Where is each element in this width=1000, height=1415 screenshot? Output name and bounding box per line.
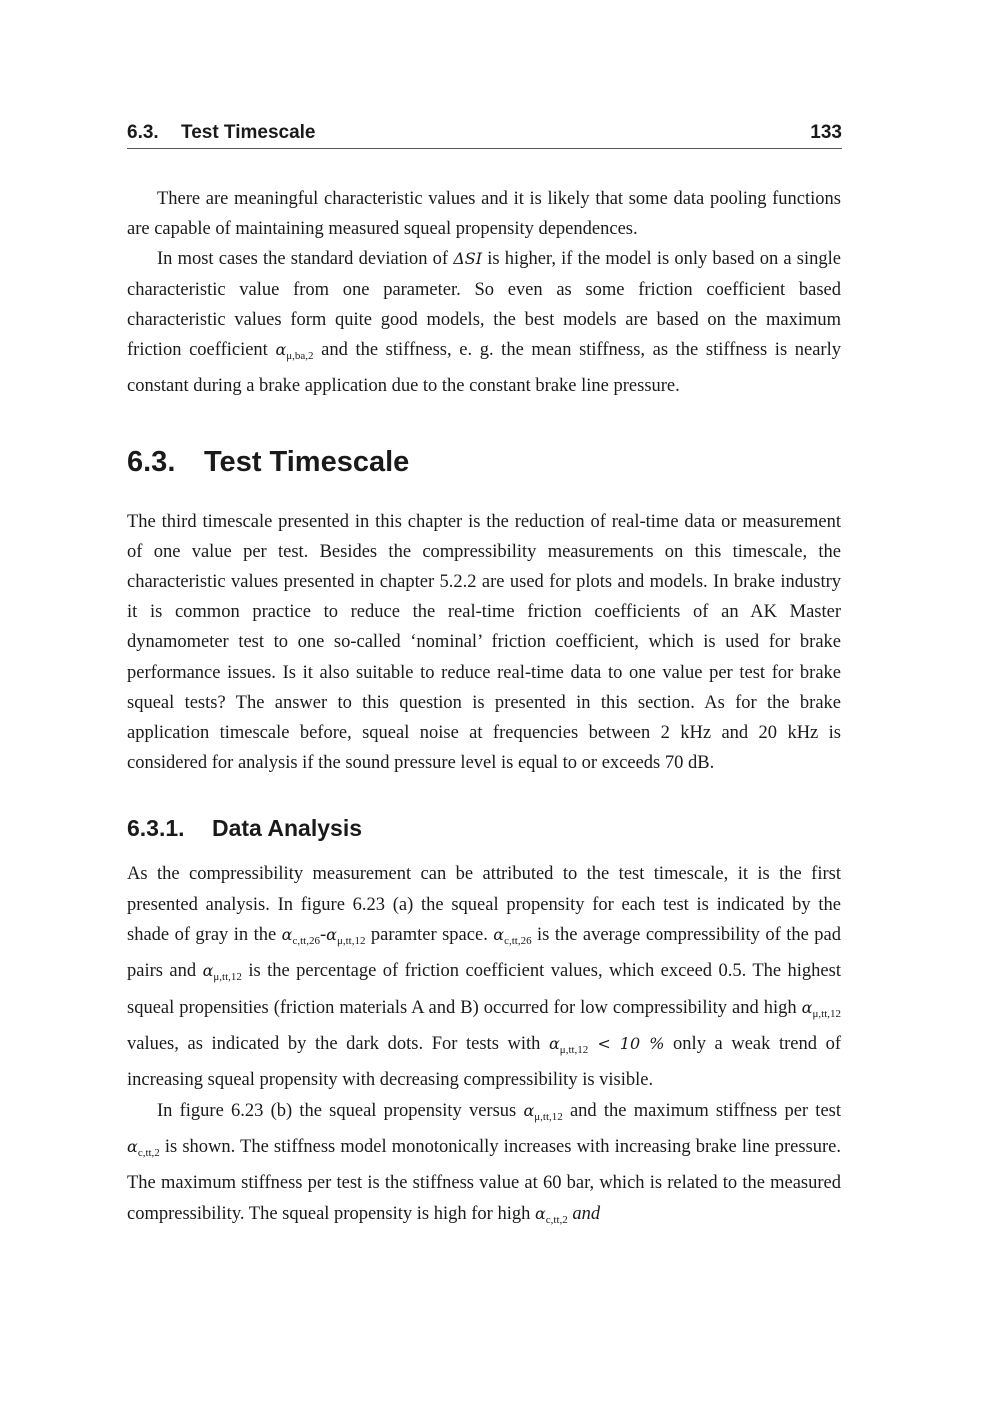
header-section-number: 6.3. bbox=[127, 122, 159, 143]
alpha-symbol: $\alpha_{c,tt,2}$ bbox=[127, 1137, 160, 1160]
alpha-symbol: $\alpha_{\mu,tt,12}$ bbox=[801, 997, 841, 1020]
alpha-symbol: $\alpha_{\mu,tt,12}$ bbox=[523, 1100, 563, 1123]
subsection-heading: 6.3.1. Data Analysis bbox=[127, 815, 362, 842]
inequality: < 10 % bbox=[588, 1034, 665, 1054]
intro-paragraph-1: There are meaningful characteristic values and it is likely that some data pooling functions are capable of maintaining measured squeal propensity dependences. bbox=[127, 189, 841, 240]
alpha-symbol: $\alpha_{\mu,tt,12}$ bbox=[548, 1034, 589, 1057]
header-section-title: Test Timescale bbox=[181, 122, 316, 143]
section-heading: 6.3. Test Timescale bbox=[127, 445, 410, 478]
intro-paragraph-2: In most cases the standard deviation of ΔSI is higher, if the model is only based on a single characteristic value from one parameter. So even as some friction coefficient based characteristic values form quite good models, the best models are based on the maximum friction coefficient $\alpha_{\mu,ba,2}$ and the stiffness, e. g. the mean stiffness, as the stiffness is nearly constant during a brake application due to the constant brake line pressure. bbox=[127, 249, 841, 397]
alpha-symbol: $\alpha_{c,tt,2}$ bbox=[534, 1203, 568, 1226]
alpha-symbol: $\alpha_{\mu,ba,2}$ bbox=[275, 340, 314, 363]
subsection-paragraph-1: As the compressibility measurement can be attributed to the test timescale, it is the first presented analysis. In figure 6.23 (a) the squeal propensity for each test is indicated by the shade of gray in the $\alpha_{c,tt,26}-\alpha_{\mu,tt,12}$ paramter space. $\alpha_{c,tt,26}$ is the average compressibility of the pad pairs and $\alpha_{\mu,tt,12}$ is the percentage of friction coefficient values, which exceed 0.5. The highest squeal propensities (friction materials A and B) occurred for low compressibility and high $\alpha_{\mu,tt,12}$ values, as indicated by the dark dots. For tests with $\alpha_{\mu,tt,12} < 10$ % only a weak trend of increasing squeal propensity with decreasing compressibility is visible. bbox=[127, 864, 841, 1091]
alpha-symbol: $\alpha_{c,tt,26}$ bbox=[281, 924, 320, 948]
page-body bbox=[127, 184, 841, 1235]
emphasis-and: and bbox=[572, 1203, 601, 1224]
subsection-paragraph-2: In figure 6.23 (b) the squeal propensity versus $\alpha_{\mu,tt,12}$ and the maximum stiffness per test $\alpha_{c,tt,2}$ is shown. The stiffness model monotonically increases with increasing brake line pressure. The maximum stiffness per test is the stiffness value at 60 bar, which is related to the measured compressibility. The squeal propensity is high for high $\alpha_{c,tt,2}$ and bbox=[127, 1100, 841, 1226]
alpha-symbol: $\alpha_{\mu,tt,12}$ bbox=[326, 924, 366, 948]
section-paragraph-1: The third timescale presented in this chapter is the reduction of real-time data or measurement of one value per test. Besides the compressibility measurements on this timescale, the characteristic values presented in chapter 5.2.2 are used for plots and models. In brake industry it is common practice to reduce the real-time friction coefficients of an AK Master dynamometer test to one so-called ‘nominal’ friction coefficient, which is used for brake performance issues. Is it also suitable to reduce real-time data to one value per test for brake squeal tests? The answer to this question is presented in this section. As for the brake application timescale before, squeal noise at frequencies between 2 kHz and 20 kHz is considered for analysis if the sound pressure level is equal to or exceeds 70 dB. bbox=[127, 511, 841, 774]
delta-si-symbol: ΔSI bbox=[453, 249, 483, 269]
page-number: 133 bbox=[810, 122, 842, 143]
alpha-symbol: $\alpha_{c,tt,26}$ bbox=[493, 924, 532, 948]
running-header bbox=[127, 122, 842, 149]
alpha-symbol: $\alpha_{\mu,tt,12}$ bbox=[202, 961, 242, 984]
